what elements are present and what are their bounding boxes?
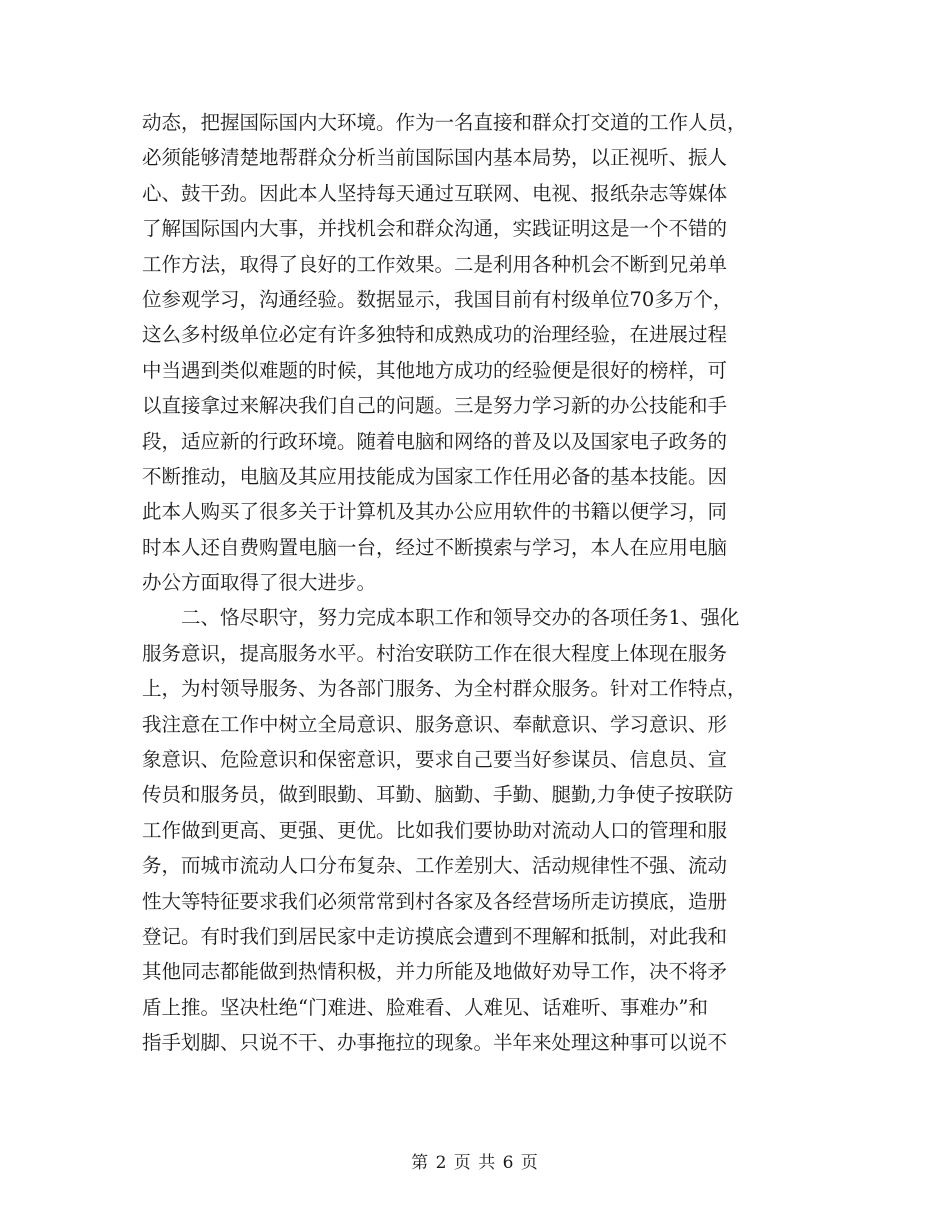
text-line: 性大等特征要求我们必须常常到村各家及各经营场所走访摸底，造册 xyxy=(142,889,728,913)
text-line: 这么多村级单位必定有许多独特和成熟成功的治理经验，在进展过程 xyxy=(142,323,728,347)
text-line: 时本人还自费购置电脑一台，经过不断摸索与学习，本人在应用电脑 xyxy=(142,535,728,559)
text-line: 登记。有时我们到居民家中走访摸底会遭到不理解和抵制，对此我和 xyxy=(142,924,728,948)
text-line: 必须能够清楚地帮群众分析当前国际国内基本局势，以正视听、振人 xyxy=(142,146,728,170)
text-line: 不断推动，电脑及其应用技能成为国家工作任用必备的基本技能。因 xyxy=(142,464,728,488)
text-line: 工作方法，取得了良好的工作效果。二是利用各种机会不断到兄弟单 xyxy=(142,252,728,276)
text-line: 工作做到更高、更强、更优。比如我们要协助对流动人口的管理和服 xyxy=(142,818,728,842)
text-line: 务，而城市流动人口分布复杂、工作差别大、活动规律性不强、流动 xyxy=(142,854,728,878)
page-number-footer: 第 2 页 共 6 页 xyxy=(411,1153,539,1173)
text-line: 上，为村领导服务、为各部门服务、为全村群众服务。针对工作特点， xyxy=(142,677,747,701)
text-line: 传员和服务员，做到眼勤、耳勤、脑勤、手勤、腿勤,力争使子按联防 xyxy=(142,783,734,807)
text-line: 动态，把握国际国内大环境。作为一名直接和群众打交道的工作人员， xyxy=(142,111,747,134)
text-line: 位参观学习，沟通经验。数据显示，我国目前有村级单位70多万个， xyxy=(142,287,733,311)
section-heading-line: 二、恪尽职守，努力完成本职工作和领导交办的各项任务1、强化 xyxy=(142,606,740,630)
text-line: 服务意识，提高服务水平。村治安联防工作在很大程度上体现在服务 xyxy=(142,641,728,665)
text-line: 其他同志都能做到热情积极，并力所能及地做好劝导工作，决不将矛 xyxy=(142,960,728,984)
text-line: 盾上推。坚决杜绝“门难进、脸难看、人难见、话难听、事难办”和 xyxy=(142,995,708,1019)
text-line: 中当遇到类似难题的时候，其他地方成功的经验便是很好的榜样，可 xyxy=(142,358,728,382)
text-line: 心、鼓干劲。因此本人坚持每天通过互联网、电视、报纸杂志等媒体 xyxy=(142,181,728,205)
text-line: 段，适应新的行政环境。随着电脑和网络的普及以及国家电子政务的 xyxy=(142,429,728,453)
text-line: 象意识、危险意识和保密意识，要求自己要当好参谋员、信息员、宣 xyxy=(142,748,728,772)
text-line: 我注意在工作中树立全局意识、服务意识、奉献意识、学习意识、形 xyxy=(142,712,728,736)
text-line: 办公方面取得了很大进步。 xyxy=(142,571,377,595)
document-body xyxy=(142,105,822,1061)
text-line: 指手划脚、只说不干、办事拖拉的现象。半年来处理这种事可以说不 xyxy=(142,1031,728,1055)
text-line: 了解国际国内大事，并找机会和群众沟通，实践证明这是一个不错的 xyxy=(142,217,728,241)
text-line: 以直接拿过来解决我们自己的问题。三是努力学习新的办公技能和手 xyxy=(142,394,728,418)
text-line: 此本人购买了很多关于计算机及其办公应用软件的书籍以便学习，同 xyxy=(142,500,728,524)
